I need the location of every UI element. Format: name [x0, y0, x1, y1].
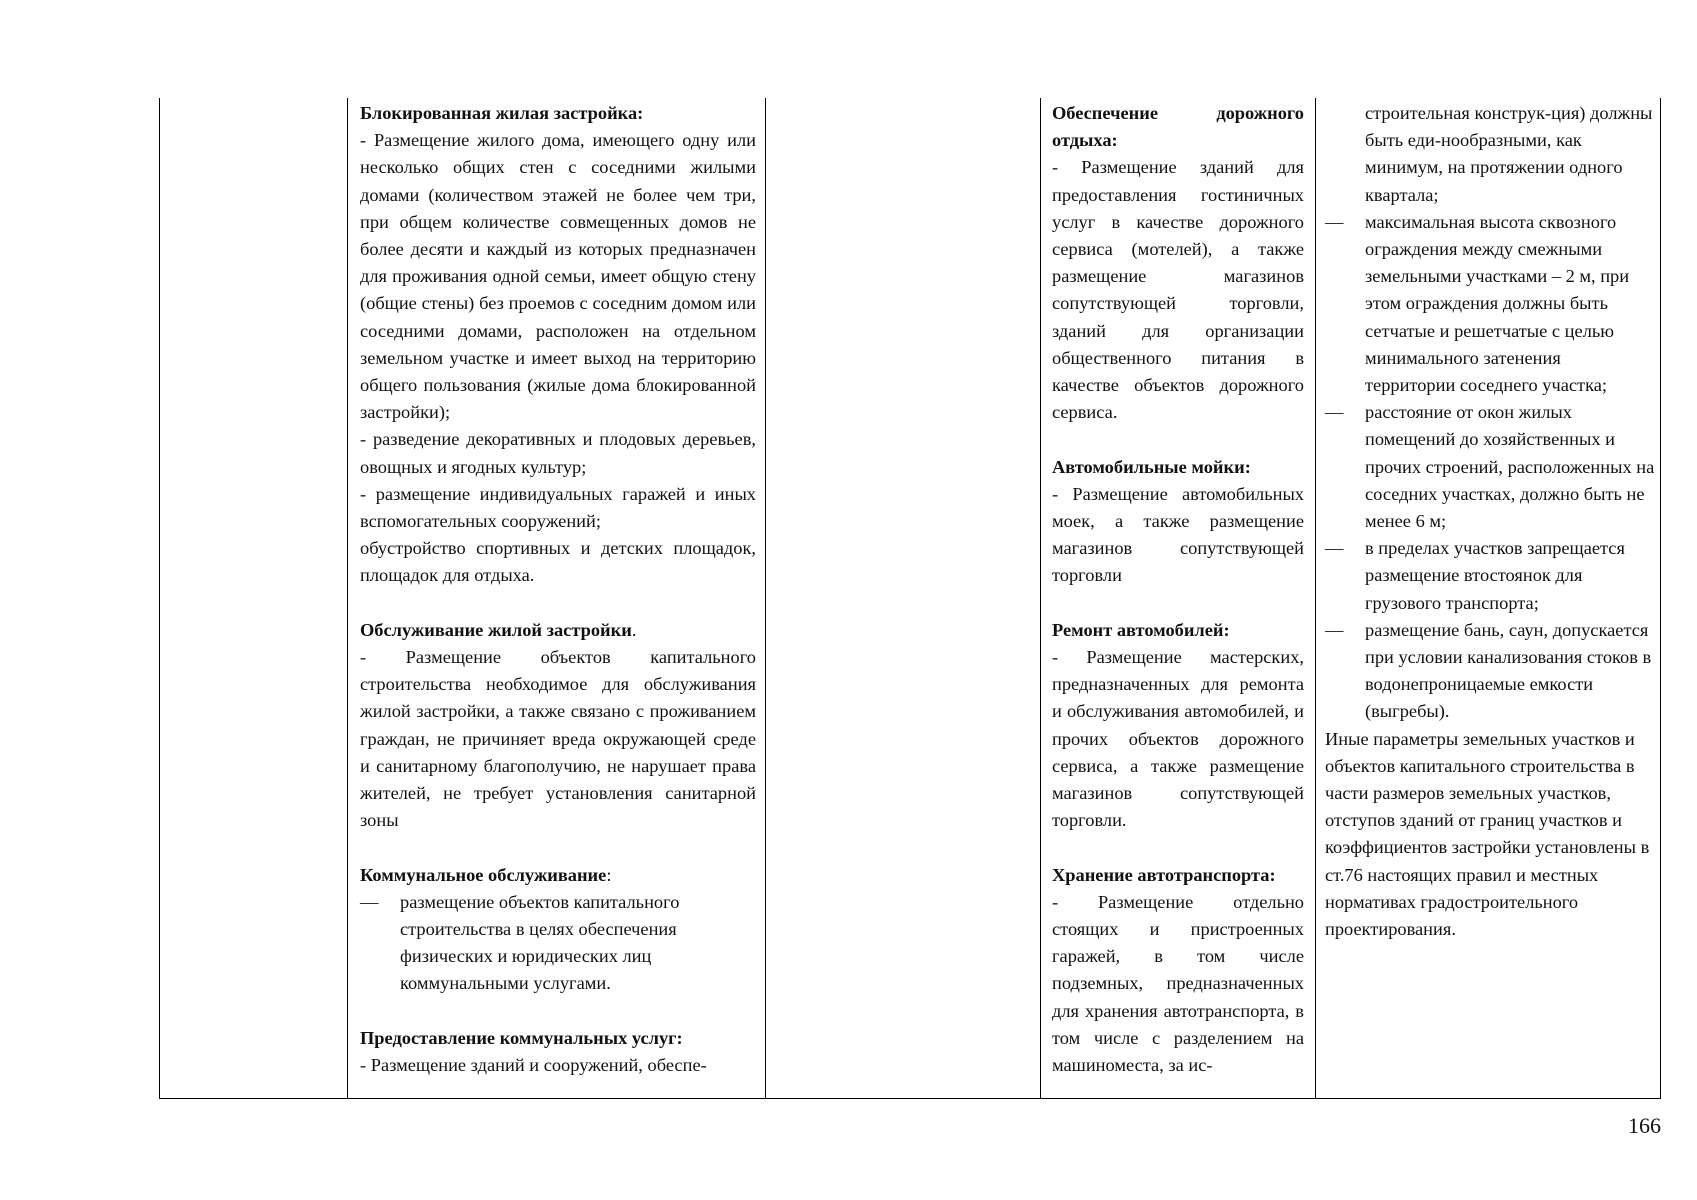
section-text: - Размещение отдельно стоящих и пристроенных гаражей, в том числе подземных, предназначенных для хранения автотранспорта, в том числе с разделением на машиноместа, за ис-	[1052, 891, 1304, 1076]
section-text: обустройство спортивных и детских площадок, площадок для отдыха.	[360, 538, 756, 586]
list-item-text: в пределах участков запрещается размещение втостоянок для грузового транспорта;	[1365, 538, 1625, 613]
list-item	[1325, 399, 1655, 535]
section-text: - разведение декоративных и плодовых деревьев, овощных и ягодных культур;	[360, 429, 756, 477]
permitted-uses-cell	[360, 100, 756, 1079]
table-column-divider	[765, 98, 766, 1099]
list-item	[1325, 209, 1655, 399]
section-text: - Размещение автомобильных моек, а также размещение магазинов сопутствующей торговли	[1052, 483, 1304, 586]
section-text: - размещение индивидуальных гаражей и иных вспомогательных сооружений;	[360, 483, 756, 532]
section-heading: Автомобильные мойки:	[1052, 456, 1251, 477]
section-text: - Размещение объектов капитального строительства необходимое для обслуживания жилой застройки, а также связано с проживанием граждан, не причиняет вреда окружающей среде и санитарному благополучию, не нарушает права жителей, не требует установления санитарной зоны	[360, 647, 756, 831]
continued-text: строительная конструк-ция) должны быть еди-нообразными, как минимум, на протяжении одного квартала;	[1365, 103, 1653, 205]
list-item-text: максимальная высота сквозного ограждения между смежными земельными участками – 2 м, при этом ограждения должны быть сетчатые и решетчатые с целью минимального затенения территории соседнего участка;	[1365, 211, 1630, 396]
permitted-uses-cell	[1052, 100, 1304, 1079]
section-heading: Блокированная жилая застройка:	[360, 103, 644, 123]
section-heading-line	[360, 862, 756, 889]
dash-bullet: —	[1325, 538, 1344, 559]
dash-bullet: —	[1325, 619, 1344, 640]
list-item	[360, 889, 756, 998]
section-heading: Обслуживание жилой застройки	[360, 619, 632, 640]
list-item	[1325, 617, 1655, 726]
section-heading-line	[360, 617, 756, 644]
heading-punctuation: :	[606, 864, 612, 885]
section-text: - Размещение жилого дома, имеющего одну или несколько общих стен с соседними жилыми домами (количеством этажей не более чем три, при общем количестве совмещенных домов не более десяти и каждый из которых предназначен для проживания одной семьи, имеет общую стену (общие стены) без проемов с соседним домом или соседними домами, расположен на отдельном земельном участке и имеет выход на территорию общего пользования (жилые дома блокированной застройки);	[360, 130, 756, 423]
page-number: 166	[1628, 1113, 1661, 1138]
list-item-text: расстояние от окон жилых помещений до хозяйственных и прочих строений, расположенных на соседних участках, должно быть не менее 6 м;	[1365, 402, 1655, 532]
section-text: - Размещение зданий и сооружений, обеспе-	[360, 1055, 707, 1076]
section-text: - Размещение зданий для предоставления гостиничных услуг в качестве дорожного сервиса (мотелей), а также размещение магазинов сопутствующей торговли, зданий для организации общественного питания в качестве объектов дорожного сервиса.	[1052, 157, 1304, 423]
table-column-divider	[1040, 98, 1041, 1099]
dash-bullet: —	[360, 891, 379, 912]
section-heading: Коммунальное обслуживание	[360, 864, 607, 885]
dash-bullet: —	[1325, 211, 1344, 232]
table-column-divider	[347, 98, 348, 1099]
section-heading: Ремонт автомобилей:	[1052, 619, 1230, 640]
section-text: - Размещение мастерских, предназначенных для ремонта и обслуживания автомобилей, и прочих объектов дорожного сервиса, а также размещение магазинов сопутствующей торговли.	[1052, 647, 1304, 831]
table-column-divider	[1315, 98, 1316, 1099]
parameters-cell	[1325, 100, 1655, 943]
section-heading: Обеспечение дорожного отдыха:	[1052, 103, 1304, 151]
section-heading: Предоставление коммунальных услуг:	[360, 1027, 683, 1048]
list-item	[1325, 535, 1655, 617]
list-item-text: размещение объектов капитального строительства в целях обеспечения физических и юридических лиц коммунальными услугами.	[400, 891, 680, 994]
heading-punctuation: .	[631, 619, 637, 640]
section-heading: Хранение автотранспорта:	[1052, 864, 1276, 885]
list-item-text: размещение бань, саун, допускается при условии канализования стоков в водонепроницаемые емкости (выгребы).	[1365, 619, 1652, 722]
dash-bullet: —	[1325, 402, 1344, 423]
section-text: Иные параметры земельных участков и объектов капитального строительства в части размеров земельных участков, отступов зданий от границ участков и коэффициентов застройки установлены в ст.76 настоящих правил и местных нормативах градостроительного проектирования.	[1325, 728, 1650, 940]
